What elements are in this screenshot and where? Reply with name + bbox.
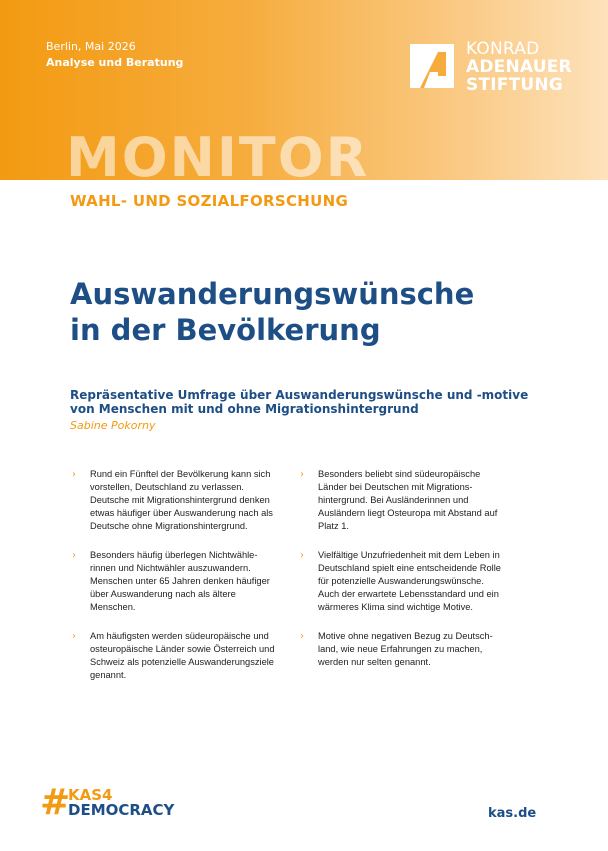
bullet-line: Schweiz als potenzielle Auswanderungsziele xyxy=(90,657,274,667)
bullet-line: Besonders häufig überlegen Nichtwähle- xyxy=(90,550,258,560)
bullet-line: land, wie neue Erfahrungen zu machen, xyxy=(318,644,483,654)
bullet-line: Motive ohne negativen Bezug zu Deutsch- xyxy=(318,631,493,641)
header-banner xyxy=(0,0,608,180)
bullet-line: Rund ein Fünftel der Bevölkerung kann sich xyxy=(90,469,271,479)
website-link[interactable]: kas.de xyxy=(488,806,537,821)
lead-text xyxy=(70,388,529,416)
bullet-line: Am häufigsten werden südeuropäische und xyxy=(90,631,269,641)
title-line-1: Auswanderungswünsche xyxy=(70,277,475,311)
kas-logo-mark-icon xyxy=(408,42,460,94)
bullet-line: Deutsche ohne Migrationshintergrund. xyxy=(90,521,248,531)
kas4democracy-tag[interactable] xyxy=(40,782,240,823)
lead-line-2: von Menschen mit und ohne Migrationshintergrund xyxy=(70,402,419,416)
bullet-line: etwas häufiger über Auswanderung nach als xyxy=(90,508,273,518)
author-name: Sabine Pokorny xyxy=(70,419,156,432)
logo-line-3: STIFTUNG xyxy=(466,75,563,95)
lead-line-1: Repräsentative Umfrage über Auswanderungswünsche und -motive xyxy=(70,388,529,402)
bullet-line: vorstellen, Deutschland zu verlassen. xyxy=(90,482,244,492)
bullet-line: über Auswanderung nach als ältere xyxy=(90,589,236,599)
bullet-line: werden nur selten genannt. xyxy=(318,657,431,667)
bullet-line: hintergrund. Bei Ausländerinnen und xyxy=(318,495,469,505)
logo-line-1: KONRAD xyxy=(466,39,540,59)
bullet-line: Deutschland spielt eine entscheidende Rolle xyxy=(318,563,501,573)
bullet-chevron-icon: › xyxy=(300,631,304,642)
bullet-item xyxy=(300,549,510,614)
kas-logo-text xyxy=(466,40,572,94)
bullet-chevron-icon: › xyxy=(72,631,76,642)
bullet-line: Auch der erwartete Lebensstandard und ein xyxy=(318,589,499,599)
bullet-line: Deutsche mit Migrationshintergrund denken xyxy=(90,495,270,505)
bullet-chevron-icon: › xyxy=(72,469,76,480)
title-line-2: in der Bevölkerung xyxy=(70,313,381,347)
main-title xyxy=(70,276,550,348)
bullet-item xyxy=(300,630,510,669)
bullet-chevron-icon: › xyxy=(300,550,304,561)
bullet-line: für potenzielle Auswanderungswünsche. xyxy=(318,576,484,586)
bullet-line: Länder bei Deutschen mit Migrations- xyxy=(318,482,473,492)
bullet-item xyxy=(72,468,282,533)
logo-line-2: ADENAUER xyxy=(466,57,572,77)
bullet-line: genannt. xyxy=(90,670,127,680)
bullet-line: osteuropäische Länder sowie Österreich und xyxy=(90,644,275,654)
bullet-item xyxy=(72,549,282,614)
bullet-line: Ausländern liegt Osteuropa mit Abstand auf xyxy=(318,508,498,518)
bullet-line: Besonders beliebt sind südeuropäische xyxy=(318,469,481,479)
bullet-item xyxy=(72,630,282,682)
bullet-line: rinnen und Nichtwähler auszuwandern. xyxy=(90,563,251,573)
tag-kas4: KAS4 xyxy=(68,786,113,804)
bullets-left-column xyxy=(72,468,282,698)
bullet-item xyxy=(300,468,510,533)
bullet-chevron-icon: › xyxy=(72,550,76,561)
bullets-right-column xyxy=(300,468,510,685)
bullet-line: Menschen. xyxy=(90,602,136,612)
section-label: WAHL- UND SOZIALFORSCHUNG xyxy=(70,192,349,210)
bullet-chevron-icon: › xyxy=(300,469,304,480)
kas-logo[interactable] xyxy=(408,39,578,95)
tag-democracy: DEMOCRACY xyxy=(68,801,175,819)
bullet-line: Vielfältige Unzufriedenheit mit dem Leben in xyxy=(318,550,500,560)
series-title: MONITOR xyxy=(66,126,370,180)
hash-icon: # xyxy=(40,782,71,823)
bullet-line: Menschen unter 65 Jahren denken häufiger xyxy=(90,576,270,586)
bullet-line: Platz 1. xyxy=(318,521,350,531)
bullet-line: wärmeres Klima sind wichtige Motive. xyxy=(318,602,473,612)
publication-date: Berlin, Mai 2026 xyxy=(46,40,136,53)
document-type: Analyse und Beratung xyxy=(46,56,184,69)
